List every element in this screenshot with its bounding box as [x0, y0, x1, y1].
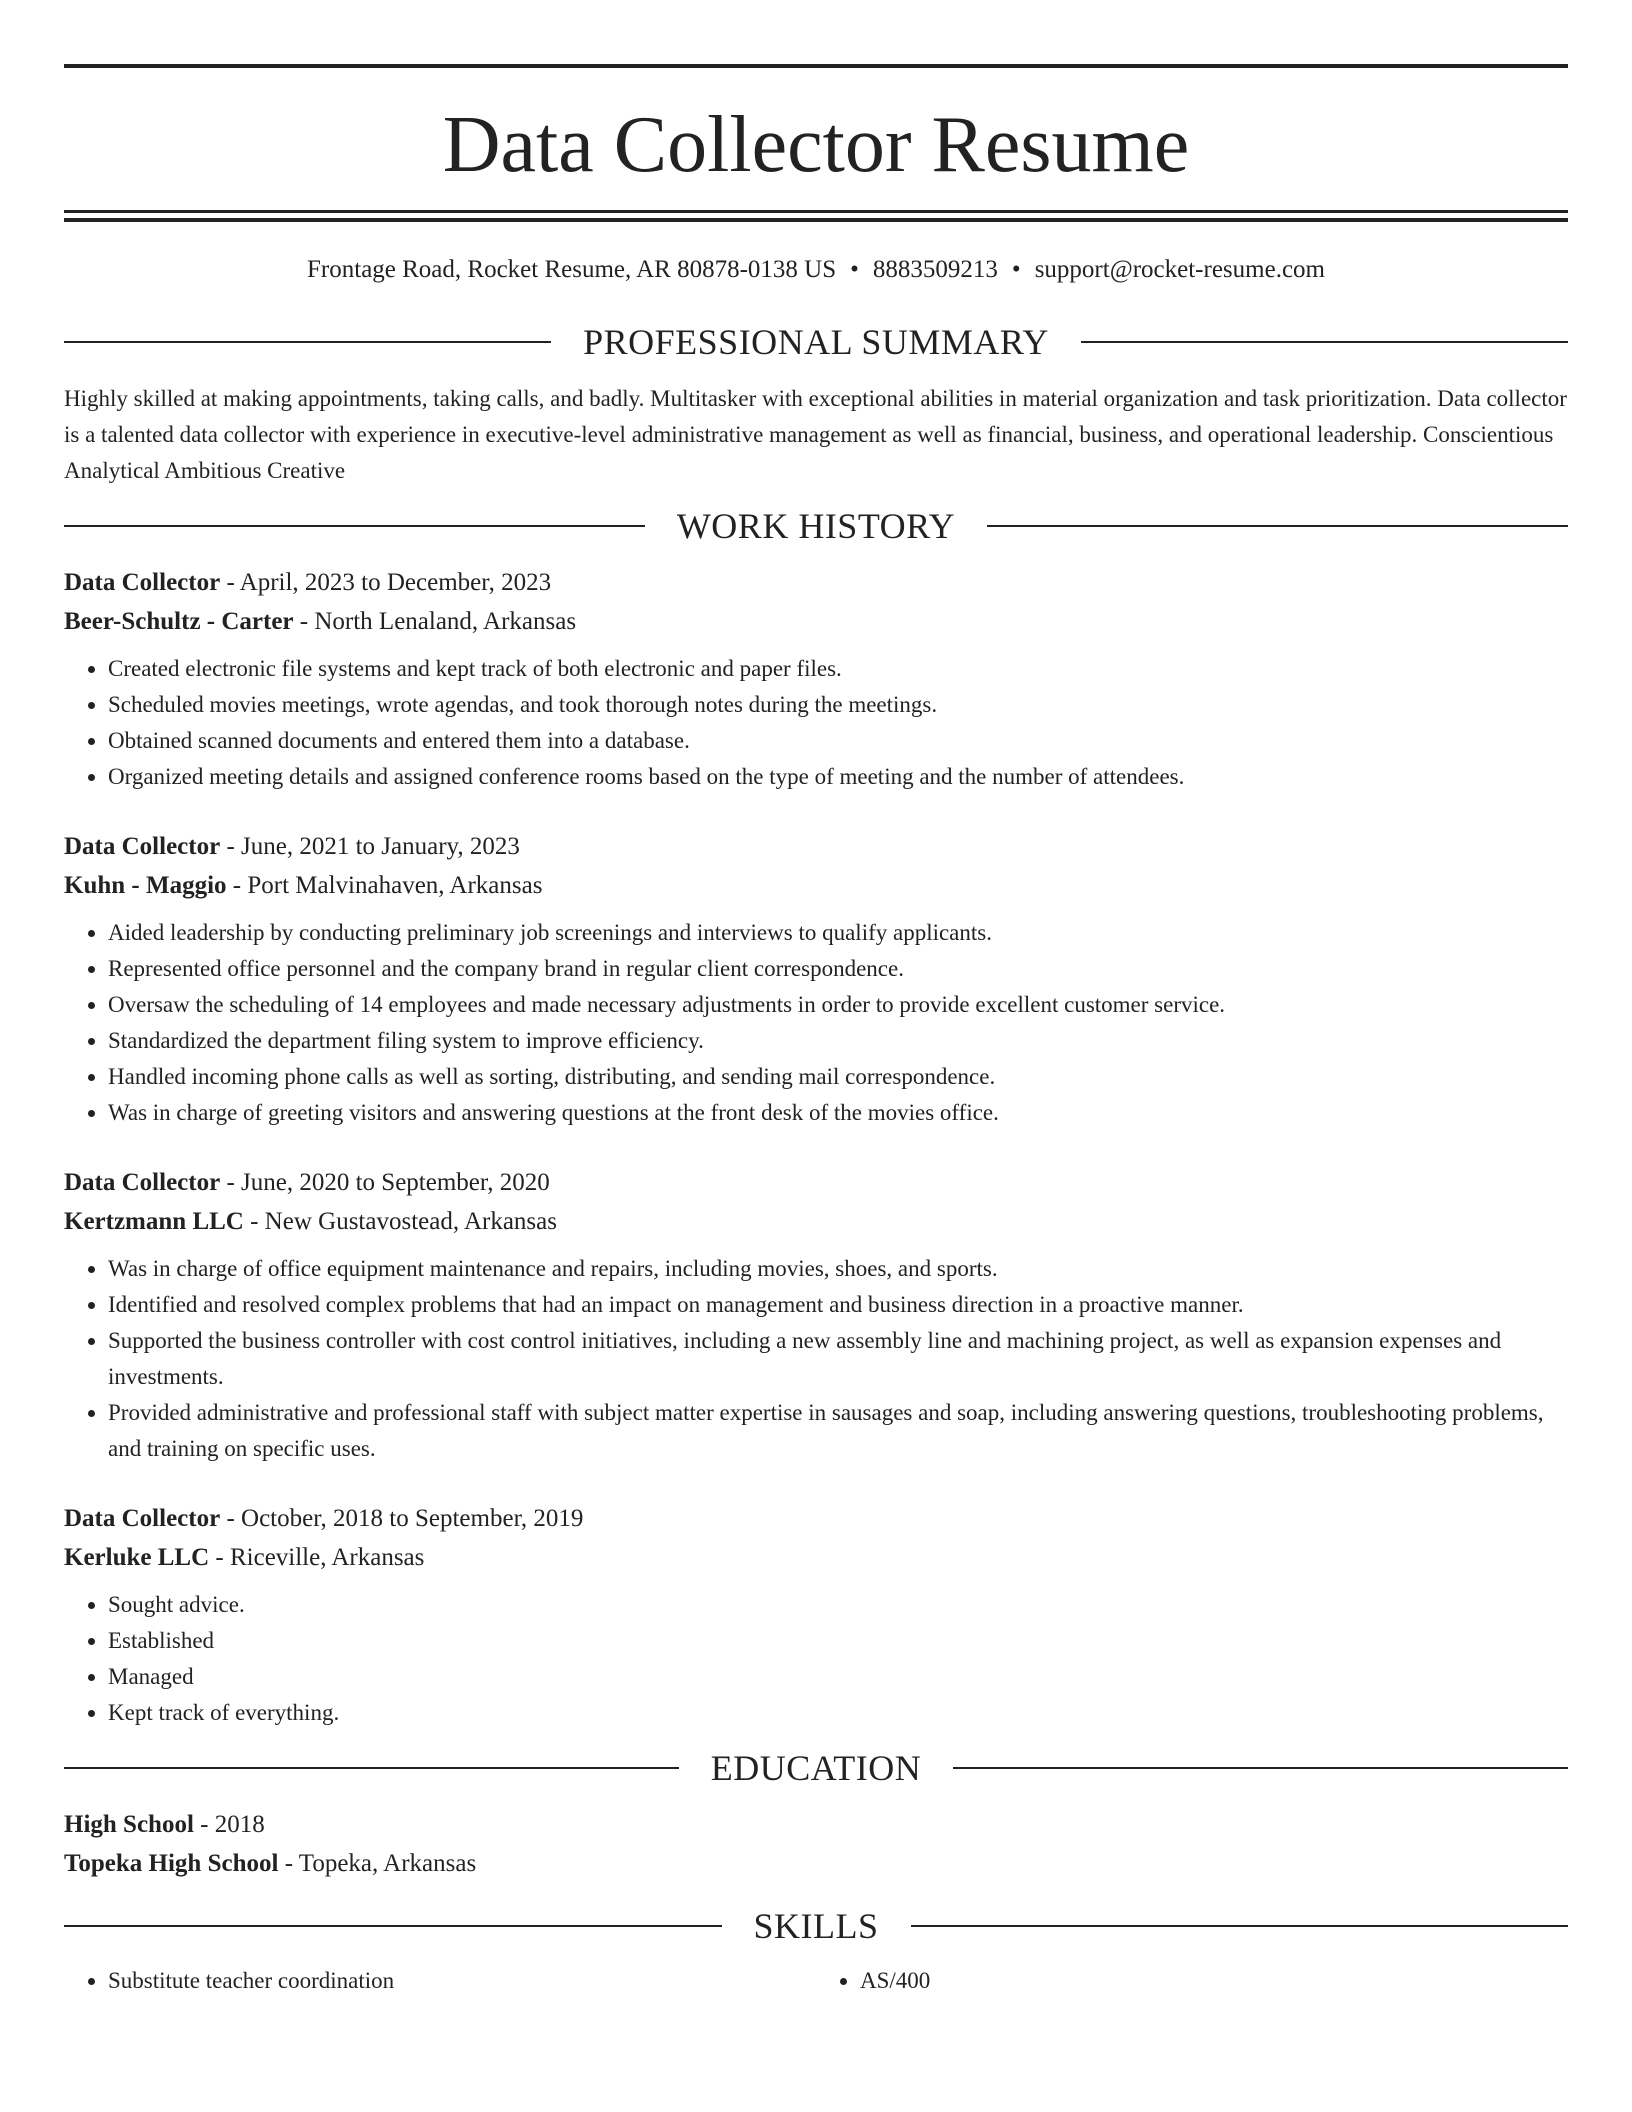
- job-bullet: • Standardized the department filing system to improve efficiency.: [108, 1023, 1568, 1059]
- job-bullet: • Created electronic file systems and kept track of both electronic and paper files.: [108, 651, 1568, 687]
- education-degree: High School: [64, 1811, 194, 1838]
- job-bullets: [64, 1587, 1568, 1731]
- job-title-line: [64, 563, 1568, 602]
- job-gap: [64, 795, 1568, 827]
- job-company: Kerluke LLC: [64, 1544, 210, 1571]
- section-title: EDUCATION: [710, 1748, 922, 1788]
- job-gap: [64, 1467, 1568, 1499]
- job-bullet: • Represented office personnel and the company brand in regular client correspondence.: [108, 951, 1568, 987]
- job-bullet: • Established: [108, 1623, 1568, 1659]
- title-double-rule: [64, 210, 1568, 222]
- education-school-line: [64, 1844, 1568, 1883]
- job-title: Data Collector: [64, 833, 221, 860]
- heading-rule: [987, 525, 1568, 527]
- section-heading-education: [64, 1743, 1568, 1793]
- job-dates: - June, 2020 to September, 2020: [220, 1169, 550, 1196]
- heading-rule: [911, 1925, 1569, 1927]
- page-title: Data Collector Resume: [442, 101, 1190, 189]
- job-bullet: • Supported the business controller with cost control initiatives, including a new assembly line and machining project, as well as expansion expenses and investments.: [108, 1323, 1568, 1395]
- summary-paragraph: Highly skilled at making appointments, taking calls, and badly. Multitasker with exceptional abilities in material organization and task prioritization. Data collector is a talented data collector with experience in executive-level administrative management as well as financial, business, and operational leadership. Conscientious Analytical Ambitious Creative: [64, 386, 1567, 483]
- job-title: Data Collector: [64, 569, 221, 596]
- job-bullet: • Sought advice.: [108, 1587, 1568, 1623]
- job-location: - Riceville, Arkansas: [209, 1544, 425, 1571]
- job-location: - Port Malvinahaven, Arkansas: [226, 872, 543, 899]
- job-location: - New Gustavostead, Arkansas: [243, 1208, 557, 1235]
- job-bullet: • Aided leadership by conducting preliminary job screenings and interviews to qualify applicants.: [108, 915, 1568, 951]
- section-title: WORK HISTORY: [676, 506, 956, 546]
- section-heading-work: [64, 501, 1568, 551]
- heading-rule: [64, 1925, 722, 1927]
- job-bullets: [64, 1251, 1568, 1467]
- job-title-line: [64, 1163, 1568, 1202]
- job-bullet: • Was in charge of greeting visitors and answering questions at the front desk of the movies office.: [108, 1095, 1568, 1131]
- heading-rule: [64, 525, 645, 527]
- job-company: Kertzmann LLC: [64, 1208, 244, 1235]
- job-bullet: • Managed: [108, 1659, 1568, 1695]
- job-bullets: [64, 915, 1568, 1131]
- job-company-line: [64, 1538, 1568, 1577]
- education-location: - Topeka, Arkansas: [278, 1850, 477, 1877]
- section-title: PROFESSIONAL SUMMARY: [583, 322, 1049, 362]
- job-entry: [64, 827, 1568, 1131]
- section-heading-summary: [64, 317, 1568, 367]
- job-company-line: [64, 1202, 1568, 1241]
- job-title-line: [64, 1499, 1568, 1538]
- job-entry: [64, 563, 1568, 795]
- job-gap: [64, 1131, 1568, 1163]
- job-title-line: [64, 827, 1568, 866]
- job-entry: [64, 1163, 1568, 1467]
- contact-phone: 8883509213: [872, 256, 998, 283]
- job-dates: - June, 2021 to January, 2023: [220, 833, 520, 860]
- job-dates: - October, 2018 to September, 2019: [220, 1505, 584, 1532]
- education-year: - 2018: [193, 1811, 265, 1838]
- job-bullet: • Was in charge of office equipment maintenance and repairs, including movies, shoes, and sports.: [108, 1251, 1568, 1287]
- education-entry: [64, 1805, 1568, 1883]
- job-bullet: • Oversaw the scheduling of 14 employees and made necessary adjustments in order to provide excellent customer service.: [108, 987, 1568, 1023]
- job-company-line: [64, 866, 1568, 905]
- skills-columns: [64, 1963, 1568, 1999]
- job-bullet: • Scheduled movies meetings, wrote agendas, and took thorough notes during the meetings.: [108, 687, 1568, 723]
- job-bullets: [64, 651, 1568, 795]
- skills-list-left: [64, 1963, 816, 1999]
- contact-line: [64, 255, 1568, 285]
- education-school: Topeka High School: [64, 1850, 279, 1877]
- contact-separator: •: [1011, 256, 1021, 283]
- section-title: SKILLS: [753, 1906, 879, 1946]
- job-bullet: • Kept track of everything.: [108, 1695, 1568, 1731]
- job-location: - North Lenaland, Arkansas: [293, 608, 577, 635]
- section-heading-skills: [64, 1901, 1568, 1951]
- heading-rule: [953, 1767, 1568, 1769]
- skills-list-right: [816, 1963, 1568, 1999]
- skill-item: • Substitute teacher coordination: [108, 1963, 816, 1999]
- heading-rule: [1081, 341, 1568, 343]
- job-title: Data Collector: [64, 1169, 221, 1196]
- job-company-line: [64, 602, 1568, 641]
- education-degree-line: [64, 1805, 1568, 1844]
- skill-item: • AS/400: [860, 1963, 1568, 1999]
- job-title: Data Collector: [64, 1505, 221, 1532]
- job-bullet: • Handled incoming phone calls as well as sorting, distributing, and sending mail correspondence.: [108, 1059, 1568, 1095]
- contact-separator: •: [850, 256, 859, 283]
- job-bullet: • Organized meeting details and assigned conference rooms based on the type of meeting and the number of attendees.: [108, 759, 1568, 795]
- contact-email: support@rocket-resume.com: [1034, 256, 1325, 283]
- job-bullet: • Identified and resolved complex problems that had an impact on management and business direction in a proactive manner.: [108, 1287, 1568, 1323]
- job-company: Beer-Schultz - Carter: [64, 608, 294, 635]
- job-entry: [64, 1499, 1568, 1731]
- heading-rule: [64, 341, 551, 343]
- heading-rule: [64, 1767, 679, 1769]
- job-company: Kuhn - Maggio: [64, 872, 227, 899]
- contact-address: Frontage Road, Rocket Resume, AR 80878-0138 US: [307, 256, 837, 283]
- job-dates: - April, 2023 to December, 2023: [220, 569, 552, 596]
- job-bullet: • Provided administrative and professional staff with subject matter expertise in sausages and soap, including answering questions, troubleshooting problems, and training on specific uses.: [108, 1395, 1568, 1467]
- job-bullet: • Obtained scanned documents and entered them into a database.: [108, 723, 1568, 759]
